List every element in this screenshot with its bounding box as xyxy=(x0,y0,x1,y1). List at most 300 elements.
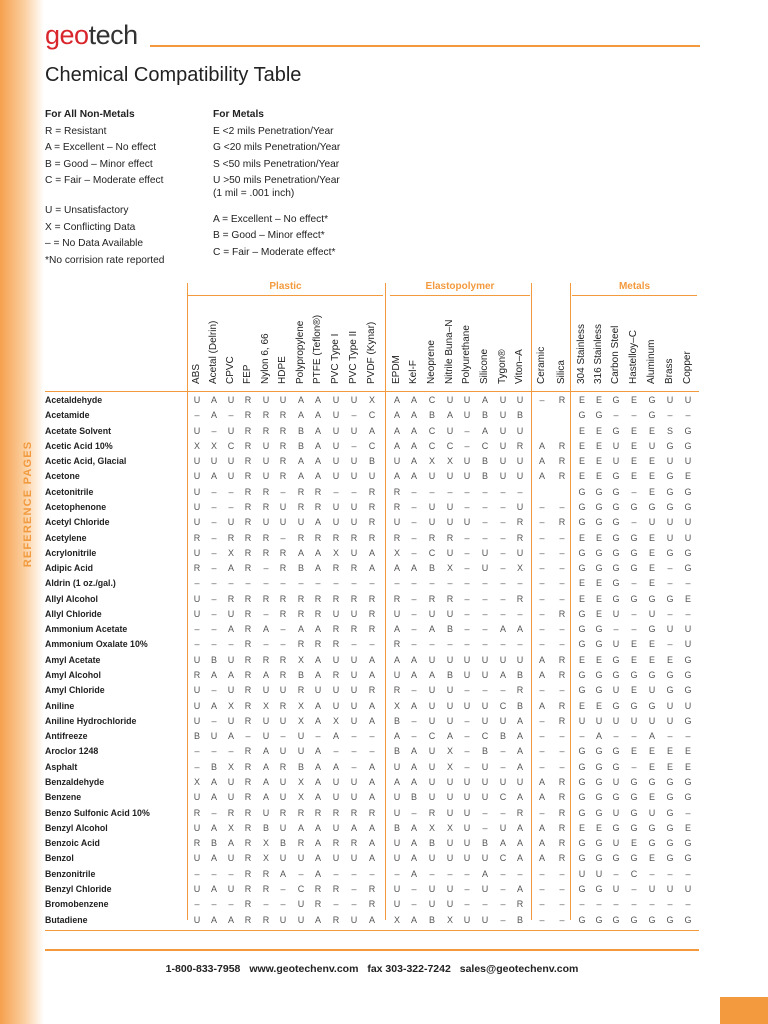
table-cell: U xyxy=(350,700,358,711)
table-cell: U xyxy=(393,883,401,894)
table-cell: – xyxy=(539,883,545,894)
table-cell: – xyxy=(211,486,217,497)
table-cell: G xyxy=(648,410,656,421)
table-cell: G xyxy=(630,792,638,803)
table-cell: – xyxy=(351,440,357,451)
table-cell: – xyxy=(411,807,417,818)
table-cell: A xyxy=(314,838,321,849)
table-cell: – xyxy=(464,578,470,589)
table-cell: E xyxy=(595,456,602,467)
table-cell: R xyxy=(516,517,524,528)
table-cell: G xyxy=(612,700,620,711)
column-header: HDPE xyxy=(277,356,288,384)
table-cell: R xyxy=(332,838,340,849)
table-cell: U xyxy=(262,685,270,696)
table-cell: – xyxy=(685,899,691,910)
table-cell: A xyxy=(538,670,545,681)
table-cell: – xyxy=(211,532,217,543)
table-cell: – xyxy=(429,868,435,879)
table-cell: R xyxy=(393,685,401,696)
table-cell: – xyxy=(517,639,523,650)
table-cell: R xyxy=(244,563,252,574)
table-cell: – xyxy=(411,899,417,910)
row-chemical-name: Benzene xyxy=(45,792,82,803)
table-cell: E xyxy=(630,639,637,650)
table-cell: U xyxy=(393,807,401,818)
table-cell: G xyxy=(666,777,674,787)
table-cell: U xyxy=(499,822,507,833)
legend-nonmetals-heading: For All Non-Metals xyxy=(45,109,135,120)
table-cell: U xyxy=(193,822,201,833)
table-cell: R xyxy=(193,670,201,681)
table-cell: U xyxy=(684,700,692,711)
row-chemical-name: Acetaldehyde xyxy=(45,395,103,405)
table-cell: U xyxy=(463,792,471,803)
table-cell: E xyxy=(666,746,673,757)
table-cell: G xyxy=(612,593,620,604)
table-cell: U xyxy=(446,547,454,558)
table-cell: – xyxy=(245,731,251,742)
table-cell: – xyxy=(245,578,251,589)
row-chemical-name: Acetate Solvent xyxy=(45,425,111,436)
table-cell: A xyxy=(538,822,545,833)
table-cell: A xyxy=(262,761,269,772)
table-cell: U xyxy=(193,792,201,803)
table-cell: U xyxy=(227,471,235,482)
table-cell: A xyxy=(538,792,545,803)
table-cell: X xyxy=(210,440,217,451)
table-cell: B xyxy=(368,456,375,467)
table-cell: – xyxy=(500,685,506,696)
table-cell: R xyxy=(314,807,322,818)
table-cell: R xyxy=(428,593,436,604)
table-cell: – xyxy=(447,578,453,589)
table-cell: A xyxy=(538,654,545,665)
column-header: Ceramic xyxy=(536,346,547,384)
table-cell: – xyxy=(559,563,565,574)
table-cell: – xyxy=(280,639,286,650)
table-cell: U xyxy=(446,853,454,864)
table-cell: – xyxy=(482,532,488,543)
table-cell: A xyxy=(314,471,321,482)
table-cell: U xyxy=(279,746,287,757)
table-cell: B xyxy=(516,670,523,681)
table-bottom-rule xyxy=(45,930,699,931)
table-cell: G xyxy=(666,822,674,833)
table-cell: X xyxy=(262,700,269,711)
table-cell: R xyxy=(262,593,270,604)
table-cell: R xyxy=(314,899,322,910)
header-rule xyxy=(150,45,700,47)
table-cell: R xyxy=(262,425,270,436)
table-cell: R xyxy=(297,501,305,512)
table-cell: G xyxy=(595,501,603,512)
table-cell: A xyxy=(297,624,304,635)
table-cell: U xyxy=(666,700,674,711)
row-chemical-name: Aroclor 1248 xyxy=(45,746,99,757)
table-cell: – xyxy=(559,578,565,589)
table-cell: A xyxy=(227,563,234,574)
table-cell: – xyxy=(228,501,234,512)
table-cell: – xyxy=(559,731,565,742)
table-cell: U xyxy=(350,547,358,558)
table-cell: X xyxy=(428,456,435,467)
table-cell: R xyxy=(227,532,235,543)
table-cell: R xyxy=(244,517,252,528)
row-chemical-name: Acetic Acid 10% xyxy=(45,440,113,451)
table-cell: U xyxy=(279,685,287,696)
table-cell: A xyxy=(368,425,375,436)
table-cell: U xyxy=(481,914,489,925)
table-cell: A xyxy=(516,761,523,772)
table-cell: G xyxy=(612,578,620,589)
table-cell: R xyxy=(244,593,252,604)
table-cell: G xyxy=(612,425,620,436)
table-cell: U xyxy=(446,792,454,803)
table-cell: – xyxy=(500,501,506,512)
table-cell: A xyxy=(210,395,217,405)
column-header: 316 Stainless xyxy=(593,323,604,384)
table-cell: – xyxy=(263,639,269,650)
table-cell: U xyxy=(393,792,401,803)
table-cell: X xyxy=(446,761,453,772)
table-cell: U xyxy=(393,456,401,467)
table-cell: R xyxy=(244,761,252,772)
table-cell: U xyxy=(612,440,620,451)
table-cell: G xyxy=(612,853,620,864)
table-cell: R xyxy=(350,624,358,635)
table-cell: R xyxy=(279,670,287,681)
table-cell: E xyxy=(648,532,655,543)
table-cell: U xyxy=(193,486,201,497)
table-cell: A xyxy=(393,731,400,742)
table-cell: – xyxy=(429,578,435,589)
table-cell: B xyxy=(410,792,417,803)
table-cell: G xyxy=(578,410,586,421)
table-cell: A xyxy=(314,517,321,528)
table-cell: R xyxy=(244,807,252,818)
table-cell: – xyxy=(411,624,417,635)
table-cell: – xyxy=(429,486,435,497)
table-cell: G xyxy=(612,792,620,803)
table-cell: A xyxy=(314,700,321,711)
column-header: 304 Stainless xyxy=(576,323,587,384)
table-cell: A xyxy=(210,700,217,711)
table-cell: U xyxy=(227,517,235,528)
group-label-metals: Metals xyxy=(618,281,651,292)
table-cell: – xyxy=(482,578,488,589)
table-cell: R xyxy=(558,456,566,467)
table-cell: – xyxy=(631,486,637,497)
table-cell: E xyxy=(595,395,602,405)
group-line-plastic xyxy=(188,295,383,296)
table-cell: A xyxy=(410,395,417,405)
table-cell: R xyxy=(332,639,340,650)
table-cell: – xyxy=(685,868,691,879)
table-cell: G xyxy=(595,792,603,803)
table-cell: U xyxy=(684,395,692,405)
table-cell: – xyxy=(211,639,217,650)
table-cell: U xyxy=(666,624,674,635)
table-cell: R xyxy=(244,624,252,635)
table-cell: – xyxy=(559,685,565,696)
table-cell: R xyxy=(368,807,376,818)
table-cell: U xyxy=(193,914,201,925)
table-cell: A xyxy=(314,547,321,558)
table-cell: – xyxy=(649,868,655,879)
table-cell: A xyxy=(410,761,417,772)
table-cell: U xyxy=(684,639,692,650)
table-cell: R xyxy=(262,868,270,879)
table-cell: G xyxy=(666,838,674,849)
table-cell: R xyxy=(297,639,305,650)
table-cell: E xyxy=(648,471,655,482)
legend-item: (1 mil = .001 inch) xyxy=(213,187,295,199)
table-cell: E xyxy=(630,654,637,665)
table-cell: G xyxy=(684,654,692,665)
table-cell: A xyxy=(393,654,400,665)
table-cell: A xyxy=(210,792,217,803)
table-cell: A xyxy=(314,563,321,574)
table-cell: G xyxy=(578,883,586,894)
table-cell: G xyxy=(612,670,620,681)
table-cell: A xyxy=(393,425,400,436)
table-cell: X xyxy=(393,700,400,711)
table-cell: A xyxy=(516,883,523,894)
table-cell: R xyxy=(368,899,376,910)
table-cell: A xyxy=(368,715,375,726)
table-cell: A xyxy=(516,715,523,726)
table-cell: – xyxy=(500,532,506,543)
table-cell: G xyxy=(684,914,692,925)
table-cell: R xyxy=(314,486,322,497)
table-cell: – xyxy=(194,868,200,879)
table-cell: U xyxy=(428,471,436,482)
table-cell: A xyxy=(648,731,655,742)
table-cell: C xyxy=(428,425,436,436)
table-cell: A xyxy=(481,868,488,879)
table-cell: E xyxy=(648,654,655,665)
table-cell: – xyxy=(500,608,506,619)
table-cell: R xyxy=(193,563,201,574)
table-cell: U xyxy=(516,456,524,467)
table-cell: – xyxy=(539,899,545,910)
table-cell: R xyxy=(393,593,401,604)
table-cell: U xyxy=(463,517,471,528)
table-cell: – xyxy=(369,639,375,650)
table-cell: E xyxy=(578,440,585,451)
table-cell: U xyxy=(446,899,454,910)
table-cell: U xyxy=(332,822,340,833)
table-cell: R xyxy=(297,685,305,696)
table-cell: – xyxy=(211,593,217,604)
table-cell: – xyxy=(411,715,417,726)
table-cell: – xyxy=(411,593,417,604)
table-cell: – xyxy=(464,685,470,696)
table-cell: U xyxy=(578,715,586,726)
table-cell: – xyxy=(228,899,234,910)
table-cell: R xyxy=(558,838,566,849)
table-cell: U xyxy=(612,685,620,696)
column-header: Polyurethane xyxy=(461,325,472,384)
table-cell: R xyxy=(350,807,358,818)
table-cell: A xyxy=(279,868,286,879)
table-cell: – xyxy=(517,868,523,879)
table-cell: R xyxy=(279,547,287,558)
table-cell: R xyxy=(393,486,401,497)
table-cell: – xyxy=(211,807,217,818)
table-cell: – xyxy=(631,731,637,742)
table-cell: U xyxy=(630,715,638,726)
table-header-rule xyxy=(45,391,699,392)
column-header: Tygon® xyxy=(497,349,508,384)
table-cell: – xyxy=(228,746,234,757)
table-cell: U xyxy=(666,532,674,543)
table-cell: U xyxy=(332,440,340,451)
table-cell: G xyxy=(578,838,586,849)
table-cell: A xyxy=(538,777,545,787)
table-cell: R xyxy=(244,868,252,879)
table-cell: G xyxy=(612,761,620,772)
table-cell: G xyxy=(666,547,674,558)
table-cell: R xyxy=(314,593,322,604)
table-cell: U xyxy=(393,899,401,910)
column-header: Polypropylene xyxy=(295,320,306,384)
table-cell: – xyxy=(500,899,506,910)
table-cell: R xyxy=(279,563,287,574)
table-cell: A xyxy=(314,914,321,925)
table-cell: G xyxy=(595,563,603,574)
table-cell: U xyxy=(481,563,489,574)
table-cell: U xyxy=(350,395,358,405)
table-cell: U xyxy=(193,425,201,436)
table-cell: A xyxy=(297,471,304,482)
column-header: Viton–A xyxy=(514,349,525,384)
table-cell: – xyxy=(194,899,200,910)
table-cell: U xyxy=(262,807,270,818)
table-cell: U xyxy=(279,792,287,803)
table-cell: – xyxy=(394,578,400,589)
table-cell: A xyxy=(538,700,545,711)
table-cell: G xyxy=(630,547,638,558)
column-header: Silica xyxy=(556,360,567,384)
table-cell: – xyxy=(559,547,565,558)
table-cell: A xyxy=(538,456,545,467)
table-cell: B xyxy=(428,914,435,925)
table-cell: G xyxy=(595,685,603,696)
table-cell: G xyxy=(595,746,603,757)
table-cell: U xyxy=(499,715,507,726)
group-line-metals xyxy=(572,295,697,296)
table-cell: G xyxy=(595,807,603,818)
table-cell: – xyxy=(685,807,691,818)
table-cell: E xyxy=(648,792,655,803)
table-cell: R xyxy=(368,532,376,543)
table-cell: B xyxy=(516,410,523,421)
table-cell: X xyxy=(297,777,304,787)
table-cell: – xyxy=(500,563,506,574)
table-cell: E xyxy=(595,578,602,589)
table-cell: – xyxy=(539,731,545,742)
table-cell: U xyxy=(393,853,401,864)
table-cell: C xyxy=(481,440,489,451)
table-cell: – xyxy=(464,624,470,635)
legend-item: B = Good – Minor effect* xyxy=(213,230,325,242)
table-cell: R xyxy=(558,807,566,818)
table-cell: U xyxy=(463,471,471,482)
table-cell: G xyxy=(578,914,586,925)
table-cell: X xyxy=(227,547,234,558)
table-cell: U xyxy=(684,456,692,467)
legend-item: X = Conflicting Data xyxy=(45,221,136,233)
page-title: Chemical Compatibility Table xyxy=(45,64,302,86)
table-cell: U xyxy=(227,425,235,436)
table-cell: – xyxy=(579,899,585,910)
table-cell: – xyxy=(280,899,286,910)
table-cell: U xyxy=(578,868,586,879)
table-cell: G xyxy=(630,593,638,604)
table-cell: U xyxy=(227,777,235,787)
table-cell: U xyxy=(193,883,201,894)
table-cell: U xyxy=(428,685,436,696)
table-cell: E xyxy=(648,456,655,467)
table-cell: A xyxy=(227,838,234,849)
column-header: Silicone xyxy=(479,348,490,384)
table-cell: R xyxy=(314,501,322,512)
table-cell: X xyxy=(227,761,234,772)
table-cell: G xyxy=(612,471,620,482)
table-cell: U xyxy=(368,471,376,482)
table-cell: A xyxy=(210,471,217,482)
table-cell: B xyxy=(428,410,435,421)
table-cell: A xyxy=(368,822,375,833)
table-cell: – xyxy=(228,639,234,650)
table-cell: – xyxy=(667,899,673,910)
table-cell: G xyxy=(578,517,586,528)
table-cell: U xyxy=(332,700,340,711)
table-cell: R xyxy=(558,700,566,711)
table-cell: – xyxy=(280,578,286,589)
table-cell: A xyxy=(210,822,217,833)
table-cell: R xyxy=(368,883,376,894)
table-cell: – xyxy=(315,731,321,742)
row-chemical-name: Amyl Chloride xyxy=(45,685,105,696)
table-cell: – xyxy=(263,563,269,574)
table-cell: G xyxy=(612,563,620,574)
table-cell: G xyxy=(612,517,620,528)
table-cell: – xyxy=(685,731,691,742)
table-cell: R xyxy=(279,410,287,421)
row-chemical-name: Acetone xyxy=(45,471,80,482)
table-cell: G xyxy=(684,501,692,512)
table-cell: A xyxy=(410,410,417,421)
table-cell: G xyxy=(595,624,603,635)
table-cell: B xyxy=(297,563,304,574)
table-cell: E xyxy=(648,761,655,772)
table-cell: – xyxy=(500,883,506,894)
table-cell: – xyxy=(482,624,488,635)
table-cell: U xyxy=(612,883,620,894)
table-cell: R xyxy=(558,517,566,528)
table-cell: – xyxy=(482,899,488,910)
table-cell: U xyxy=(193,395,201,405)
table-cell: X xyxy=(393,547,400,558)
table-cell: G xyxy=(666,593,674,604)
table-cell: U xyxy=(279,517,287,528)
table-cell: – xyxy=(211,501,217,512)
table-cell: – xyxy=(482,608,488,619)
table-cell: R xyxy=(244,715,252,726)
